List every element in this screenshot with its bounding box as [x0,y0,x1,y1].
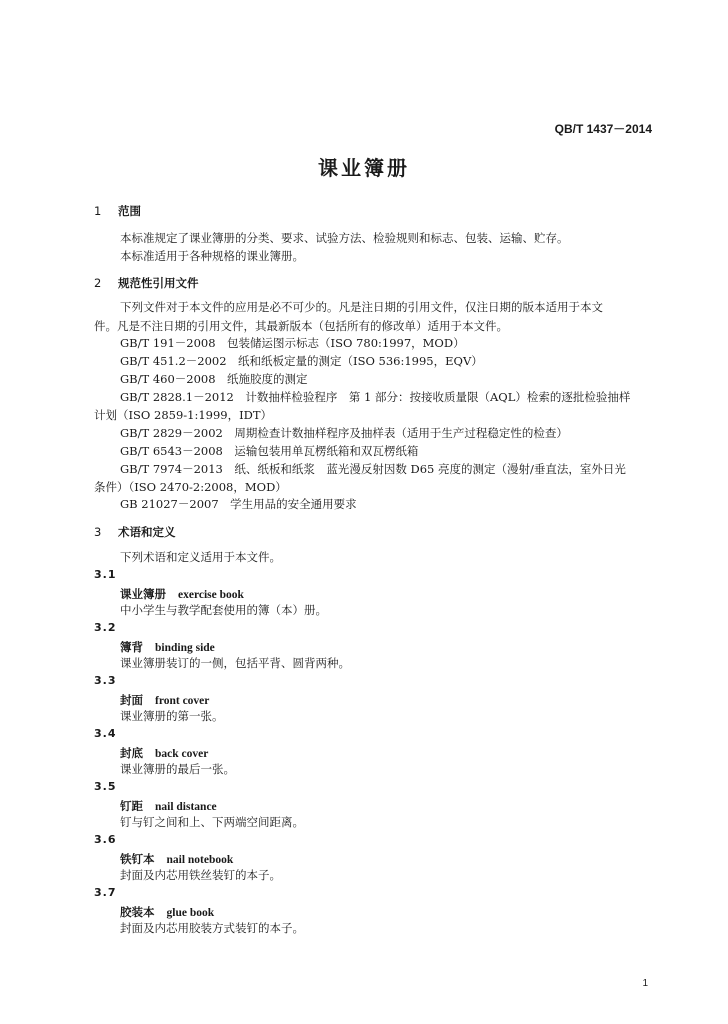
document-title: 课业簿册 [318,156,410,180]
term-en: exercise book [178,589,244,601]
term-definition: 钉与钉之间和上、下两端空间距离。 [120,815,304,829]
page-number: 1 [642,978,648,989]
term-en: binding side [155,642,215,654]
term-title [120,586,244,602]
term-number: 3.1 [94,568,117,581]
reference-item: GB/T 2828.1－2012 计数抽样检验程序 第 1 部分：按接收质量限（AQL）检索的逐批检验抽样 [120,390,631,404]
term-number: 3.6 [94,833,117,846]
term-definition: 封面及内芯用铁丝装钉的本子。 [120,868,281,882]
term-definition: 课业簿册的最后一张。 [120,762,235,776]
paragraph: 本标准适用于各种规格的课业簿册。 [120,249,304,263]
term-en: glue book [166,907,215,919]
section-3-heading [94,524,176,540]
paragraph: 下列文件对于本文件的应用是必不可少的。凡是注日期的引用文件，仅注日期的版本适用于本文 [120,300,603,314]
section-2-heading [94,275,199,291]
term-zh: 封底 [120,746,143,760]
section-1-heading [94,203,141,219]
reference-item: GB 21027－2007 学生用品的安全通用要求 [120,497,357,511]
term-zh: 钉距 [120,799,143,813]
reference-item-continued: 计划（ISO 2859-1:1999，IDT） [94,408,273,422]
section-number: 1 [94,204,102,218]
term-title [120,904,214,920]
term-definition: 封面及内芯用胶装方式装钉的本子。 [120,921,304,935]
reference-item: GB/T 6543－2008 运输包装用单瓦楞纸箱和双瓦楞纸箱 [120,444,419,458]
paragraph: 件。凡是不注日期的引用文件，其最新版本（包括所有的修改单）适用于本文件。 [94,319,508,333]
section-title: 范围 [118,204,141,218]
section-number: 2 [94,276,102,290]
term-definition: 课业簿册装订的一侧，包括平背、圆背两种。 [120,656,350,670]
term-number: 3.4 [94,727,117,740]
term-number: 3.2 [94,621,117,634]
term-zh: 铁钉本 [120,852,155,866]
term-title [120,639,215,655]
section-number: 3 [94,525,102,539]
term-en: front cover [155,695,210,707]
term-en: back cover [155,748,209,760]
term-definition: 课业簿册的第一张。 [120,709,224,723]
section-title: 规范性引用文件 [118,276,199,290]
term-number: 3.7 [94,886,117,899]
reference-item: GB/T 191－2008 包装储运图示标志（ISO 780:1997，MOD） [120,336,465,350]
term-number: 3.3 [94,674,117,687]
reference-item-continued: 条件）（ISO 2470-2:2008，MOD） [94,480,287,494]
standard-code: QB/T 1437－2014 [554,122,652,136]
term-title [120,692,209,708]
term-zh: 封面 [120,693,143,707]
term-zh: 课业簿册 [120,587,166,601]
term-title [120,745,208,761]
term-definition: 中小学生与教学配套使用的簿（本）册。 [120,603,327,617]
term-title [120,798,217,814]
paragraph: 下列术语和定义适用于本文件。 [120,550,281,564]
term-zh: 簿背 [120,640,143,654]
term-title [120,851,233,867]
reference-item: GB/T 460－2008 纸施胶度的测定 [120,372,308,386]
paragraph: 本标准规定了课业簿册的分类、要求、试验方法、检验规则和标志、包装、运输、贮存。 [120,231,569,245]
reference-item: GB/T 451.2－2002 纸和纸板定量的测定（ISO 536:1995，EQV） [120,354,483,368]
term-en: nail notebook [166,854,234,866]
section-title: 术语和定义 [118,525,176,539]
term-en: nail distance [155,801,217,813]
reference-item: GB/T 2829－2002 周期检查计数抽样程序及抽样表（适用于生产过程稳定性的检查） [120,426,568,440]
term-zh: 胶装本 [120,905,155,919]
term-number: 3.5 [94,780,117,793]
reference-item: GB/T 7974－2013 纸、纸板和纸浆 蓝光漫反射因数 D65 亮度的测定（漫射/垂直法，室外日光 [120,462,626,476]
